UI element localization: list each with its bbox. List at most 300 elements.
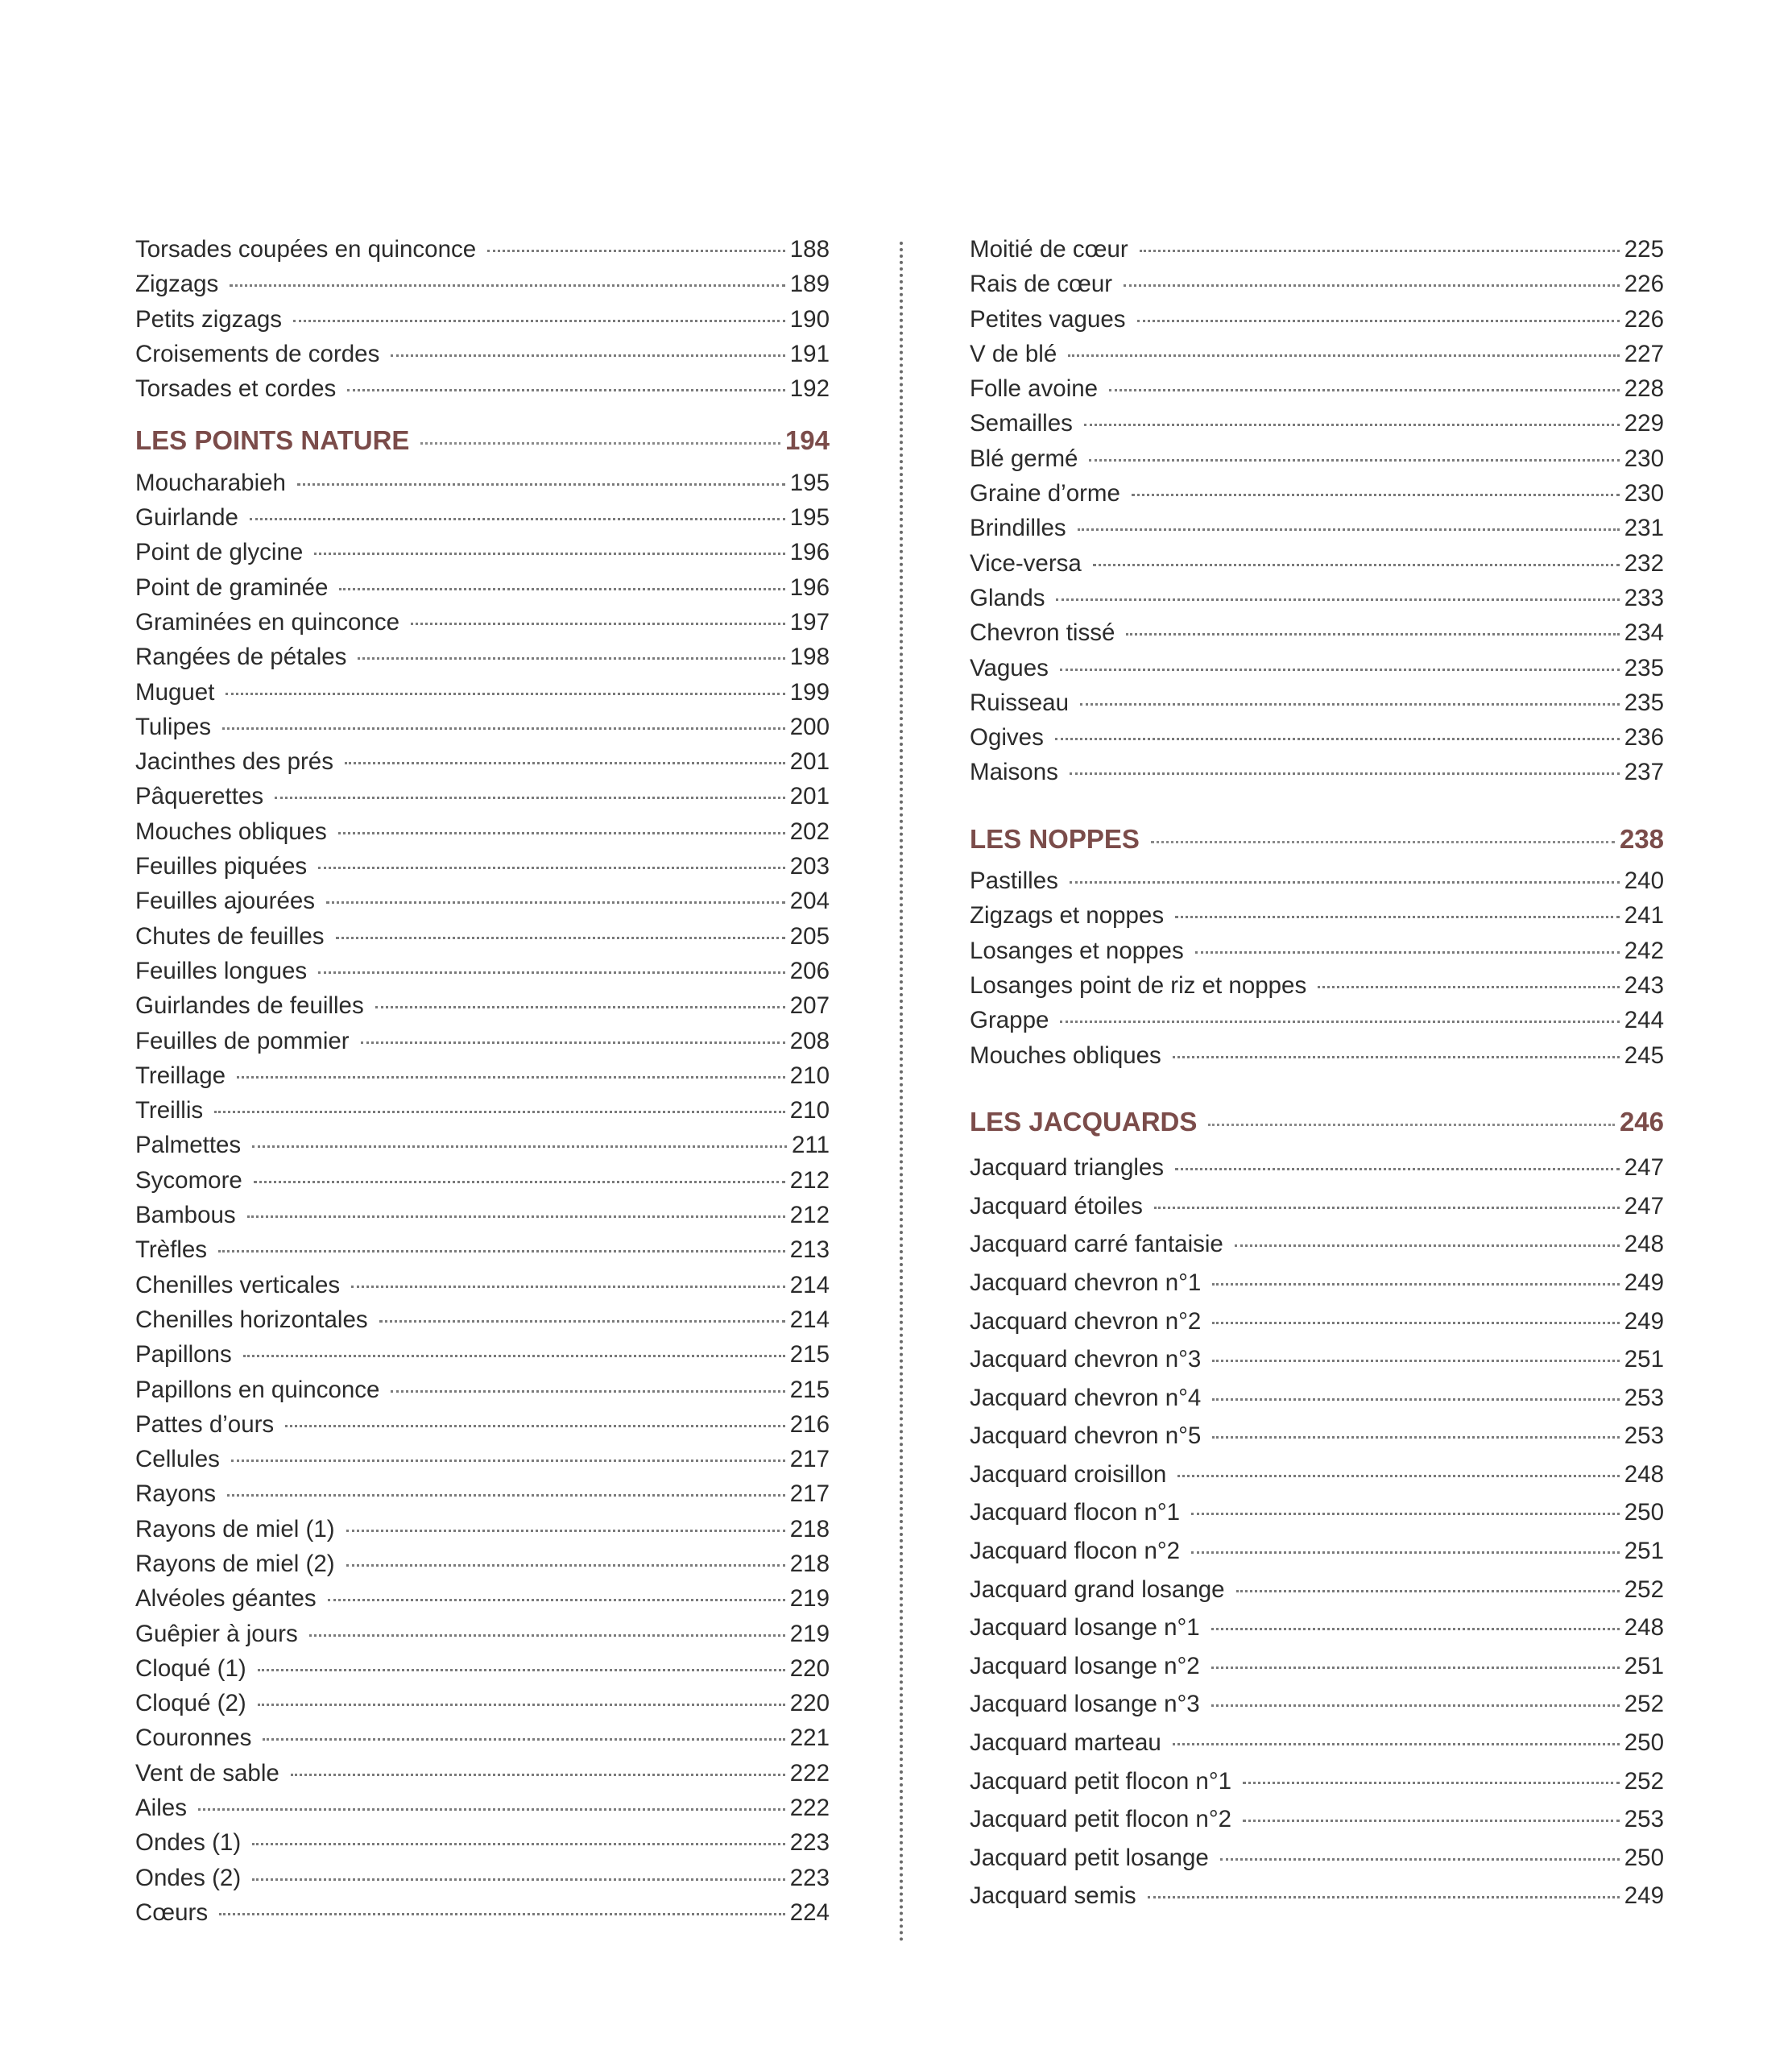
entry-label: Sycomore <box>135 1166 242 1194</box>
dot-leader <box>218 1250 785 1253</box>
dot-leader <box>293 320 785 322</box>
entry-page-number: 218 <box>789 1515 830 1542</box>
entry-page-number: 251 <box>1624 1652 1664 1679</box>
dot-leader <box>1151 841 1615 843</box>
entry-page-number: 214 <box>789 1306 830 1333</box>
entry-page-number: 213 <box>789 1236 830 1264</box>
entry-label: Rangées de pétales <box>135 644 347 671</box>
dot-leader <box>227 1494 785 1497</box>
toc-entry[interactable] <box>970 1877 1664 1915</box>
entry-page-number: 249 <box>1624 1269 1664 1296</box>
toc-entry[interactable] <box>135 1546 830 1581</box>
dot-leader <box>1212 1283 1619 1286</box>
toc-entry[interactable] <box>970 1302 1664 1341</box>
entry-page-number: 234 <box>1624 619 1664 647</box>
entry-label: Ondes (2) <box>135 1864 242 1891</box>
entry-page-number: 248 <box>1624 1231 1664 1258</box>
toc-entry[interactable] <box>970 302 1664 337</box>
dot-leader <box>1175 1168 1620 1170</box>
entry-page-number: 252 <box>1624 1691 1664 1718</box>
entry-page-number: 226 <box>1624 305 1664 333</box>
entry-label: Torsades coupées en quinconce <box>135 236 477 263</box>
toc-entry[interactable] <box>970 1379 1664 1418</box>
entry-label: Palmettes <box>135 1132 242 1159</box>
dot-leader <box>1055 738 1620 740</box>
toc-entry[interactable] <box>970 755 1664 789</box>
dot-leader <box>226 693 784 695</box>
dot-leader <box>411 623 785 625</box>
dot-leader <box>214 1111 785 1113</box>
dot-leader <box>328 1599 785 1601</box>
entry-page-number: 220 <box>789 1654 830 1682</box>
entry-page-number: 219 <box>789 1585 830 1613</box>
toc-entry[interactable] <box>970 1340 1664 1379</box>
toc-entry[interactable] <box>970 371 1664 406</box>
entry-label: Jacquard flocon n°2 <box>970 1538 1181 1565</box>
dot-leader <box>1243 1782 1620 1784</box>
toc-entry[interactable] <box>970 1609 1664 1647</box>
entry-label: Chenilles verticales <box>135 1271 341 1298</box>
entry-page-number: 226 <box>1624 271 1664 298</box>
toc-entry[interactable] <box>970 968 1664 1003</box>
toc-entry[interactable] <box>135 337 830 371</box>
toc-entry[interactable] <box>135 1198 830 1232</box>
entry-page-number: 231 <box>1624 515 1664 542</box>
entry-label: Chevron tissé <box>970 619 1115 647</box>
dot-leader <box>254 1181 785 1183</box>
toc-entry[interactable] <box>970 1532 1664 1571</box>
entry-label: V de blé <box>970 340 1057 367</box>
entry-page-number: 189 <box>789 271 830 298</box>
entry-label: Jacquard flocon n°1 <box>970 1499 1181 1526</box>
entry-page-number: 229 <box>1624 410 1664 437</box>
toc-entry[interactable] <box>135 1128 830 1162</box>
toc-entry[interactable] <box>135 1686 830 1720</box>
toc-entry[interactable] <box>970 615 1664 650</box>
toc-entry[interactable] <box>970 1647 1664 1686</box>
entry-label: Vice-versa <box>970 549 1082 577</box>
entry-page-number: 228 <box>1624 375 1664 403</box>
dot-leader <box>1211 1667 1620 1669</box>
toc-entry[interactable] <box>135 814 830 849</box>
toc-entry[interactable] <box>970 1038 1664 1073</box>
entry-label: Jacquard chevron n°1 <box>970 1269 1202 1296</box>
entry-page-number: 205 <box>789 922 830 950</box>
toc-right-column <box>970 232 1664 1915</box>
toc-entry[interactable] <box>135 1861 830 1895</box>
entry-label: Jacquard petit losange <box>970 1844 1209 1871</box>
dot-leader <box>250 518 785 520</box>
entry-label: Guirlande <box>135 504 238 532</box>
dot-leader <box>1148 1896 1620 1898</box>
toc-entry[interactable] <box>970 1762 1664 1801</box>
entry-label: Rayons <box>135 1480 217 1508</box>
dot-leader <box>1191 1513 1620 1515</box>
toc-entry[interactable] <box>135 1756 830 1791</box>
entry-label: Feuilles longues <box>135 957 308 984</box>
toc-entry[interactable] <box>970 1800 1664 1839</box>
entry-page-number: 225 <box>1624 236 1664 263</box>
dot-leader <box>1212 1398 1619 1401</box>
entry-label: Jacquard carré fantaisie <box>970 1231 1223 1258</box>
section-title: LES NOPPES <box>970 823 1140 854</box>
entry-label: Folle avoine <box>970 375 1099 403</box>
section-heading-points-nature[interactable] <box>135 423 830 458</box>
dot-leader <box>391 1390 784 1393</box>
entry-page-number: 212 <box>789 1166 830 1194</box>
entry-label: Semailles <box>970 410 1073 437</box>
section-title: LES JACQUARDS <box>970 1106 1198 1137</box>
toc-left-column <box>135 232 830 1930</box>
toc-entry[interactable] <box>135 1058 830 1093</box>
toc-entry[interactable] <box>135 570 830 605</box>
toc-entry[interactable] <box>135 675 830 710</box>
entry-label: Rayons de miel (1) <box>135 1515 335 1542</box>
toc-entry[interactable] <box>970 232 1664 267</box>
toc-entry[interactable] <box>970 1839 1664 1878</box>
entry-page-number: 253 <box>1624 1806 1664 1833</box>
toc-entry[interactable] <box>135 884 830 918</box>
entry-page-number: 250 <box>1624 1729 1664 1757</box>
entry-page-number: 249 <box>1624 1882 1664 1910</box>
entry-page-number: 207 <box>789 992 830 1020</box>
dot-leader <box>326 901 785 904</box>
toc-entry[interactable] <box>970 581 1664 615</box>
entry-label: Cœurs <box>135 1898 209 1926</box>
dot-leader <box>231 1460 785 1462</box>
toc-entry[interactable] <box>970 1417 1664 1455</box>
toc-entry[interactable] <box>135 1373 830 1407</box>
entry-label: Brindilles <box>970 515 1066 542</box>
entry-label: Trèfles <box>135 1236 208 1264</box>
entry-page-number: 236 <box>1624 724 1664 752</box>
dot-leader <box>1212 1322 1619 1324</box>
entry-page-number: 199 <box>789 678 830 706</box>
dot-leader <box>1243 1820 1620 1822</box>
entry-page-number: 220 <box>789 1690 830 1717</box>
toc-list-noppes <box>970 863 1664 1073</box>
toc-entry[interactable] <box>135 988 830 1023</box>
dot-leader <box>1093 564 1620 566</box>
dot-leader <box>1068 354 1620 357</box>
entry-label: Graminées en quinconce <box>135 608 399 636</box>
dot-leader <box>237 1076 785 1079</box>
toc-entry[interactable] <box>135 1093 830 1128</box>
dot-leader <box>263 1738 784 1741</box>
entry-label: Blé germé <box>970 445 1078 472</box>
entry-page-number: 216 <box>789 1410 830 1438</box>
toc-entry[interactable] <box>970 1187 1664 1226</box>
entry-label: Jacquard étoiles <box>970 1192 1143 1219</box>
dot-leader <box>1173 1743 1620 1745</box>
toc-entry[interactable] <box>135 744 830 779</box>
toc-entry[interactable] <box>135 849 830 884</box>
dot-leader <box>1070 881 1620 884</box>
entry-page-number: 206 <box>789 957 830 984</box>
toc-entry[interactable] <box>135 500 830 535</box>
entry-page-number: 232 <box>1624 549 1664 577</box>
dot-leader <box>285 1425 785 1427</box>
entry-label: Zigzags <box>135 271 219 298</box>
toc-entry[interactable] <box>970 863 1664 898</box>
entry-label: Papillons en quinconce <box>135 1376 380 1403</box>
entry-label: Treillis <box>135 1097 204 1124</box>
toc-entry[interactable] <box>970 1264 1664 1302</box>
toc-entry[interactable] <box>135 1337 830 1372</box>
toc-list-jacquards <box>970 1149 1664 1915</box>
entry-label: Mouches obliques <box>135 818 327 845</box>
toc-list-right-top <box>970 232 1664 790</box>
entry-page-number: 204 <box>789 888 830 915</box>
dot-leader <box>1124 284 1620 287</box>
entry-page-number: 210 <box>789 1097 830 1124</box>
entry-label: Guirlandes de feuilles <box>135 992 364 1020</box>
toc-entry[interactable] <box>135 371 830 406</box>
entry-label: Cloqué (1) <box>135 1654 246 1682</box>
toc-entry[interactable] <box>970 1685 1664 1724</box>
entry-page-number: 248 <box>1624 1614 1664 1642</box>
entry-label: Jacquard chevron n°2 <box>970 1307 1202 1335</box>
dot-leader <box>1177 1475 1619 1477</box>
entry-page-number: 201 <box>789 783 830 810</box>
dot-leader <box>1070 772 1620 775</box>
entry-page-number: 222 <box>789 1795 830 1822</box>
toc-entry[interactable] <box>135 1232 830 1267</box>
entry-page-number: 195 <box>789 504 830 532</box>
entry-page-number: 250 <box>1624 1844 1664 1871</box>
toc-entry[interactable] <box>135 302 830 337</box>
dot-leader <box>198 1808 785 1811</box>
toc-entry[interactable] <box>135 919 830 954</box>
entry-page-number: 247 <box>1624 1192 1664 1219</box>
toc-entry[interactable] <box>970 406 1664 441</box>
toc-entry[interactable] <box>135 267 830 301</box>
toc-entry[interactable] <box>970 898 1664 933</box>
entry-label: Ondes (1) <box>135 1829 242 1857</box>
entry-page-number: 198 <box>789 644 830 671</box>
toc-entry[interactable] <box>135 605 830 640</box>
toc-entry[interactable] <box>135 1442 830 1476</box>
section-heading-noppes[interactable] <box>970 822 1664 856</box>
dot-leader <box>219 1913 785 1915</box>
entry-label: Point de graminée <box>135 573 329 601</box>
entry-page-number: 251 <box>1624 1538 1664 1565</box>
section-heading-jacquards[interactable] <box>970 1104 1664 1139</box>
toc-entry[interactable] <box>970 337 1664 371</box>
entry-page-number: 212 <box>789 1202 830 1229</box>
entry-label: Petites vagues <box>970 305 1126 333</box>
entry-label: Feuilles piquées <box>135 853 308 880</box>
dot-leader <box>1175 916 1620 918</box>
toc-entry[interactable] <box>970 651 1664 685</box>
toc-entry[interactable] <box>970 1493 1664 1532</box>
dot-leader <box>336 937 785 939</box>
entry-label: Zigzags et noppes <box>970 902 1165 930</box>
entry-page-number: 197 <box>789 608 830 636</box>
toc-entry[interactable] <box>970 720 1664 755</box>
entry-page-number: 252 <box>1624 1767 1664 1795</box>
toc-list-left-top <box>135 232 830 406</box>
dot-leader <box>1056 598 1619 601</box>
toc-entry[interactable] <box>135 640 830 674</box>
entry-page-number: 237 <box>1624 759 1664 786</box>
entry-label: Jacquard marteau <box>970 1729 1161 1757</box>
toc-entry[interactable] <box>970 1149 1664 1187</box>
toc-entry[interactable] <box>970 476 1664 511</box>
entry-label: Chenilles horizontales <box>135 1306 368 1333</box>
entry-label: Cellules <box>135 1446 220 1473</box>
toc-entry[interactable] <box>970 1455 1664 1494</box>
dot-leader <box>347 389 785 391</box>
dot-leader <box>358 657 784 660</box>
dot-leader <box>391 354 784 357</box>
entry-page-number: 214 <box>789 1271 830 1298</box>
toc-entry[interactable] <box>970 546 1664 581</box>
dot-leader <box>1173 1056 1620 1058</box>
toc-entry[interactable] <box>970 441 1664 476</box>
entry-page-number: 253 <box>1624 1422 1664 1450</box>
entry-label: Guêpier à jours <box>135 1620 298 1647</box>
toc-entry[interactable] <box>135 779 830 814</box>
entry-page-number: 244 <box>1624 1007 1664 1034</box>
toc-entry[interactable] <box>135 1895 830 1930</box>
entry-page-number: 253 <box>1624 1384 1664 1411</box>
toc-entry[interactable] <box>135 1581 830 1616</box>
entry-page-number: 252 <box>1624 1575 1664 1603</box>
entry-page-number: 221 <box>789 1725 830 1752</box>
entry-label: Pastilles <box>970 867 1058 895</box>
dot-leader <box>252 1145 787 1148</box>
toc-entry[interactable] <box>970 1724 1664 1762</box>
toc-entry[interactable] <box>135 232 830 267</box>
dot-leader <box>420 442 780 445</box>
entry-page-number: 219 <box>789 1620 830 1647</box>
dot-leader <box>1318 986 1620 988</box>
entry-page-number: 230 <box>1624 480 1664 507</box>
entry-label: Losanges point de riz et noppes <box>970 971 1307 999</box>
toc-entry[interactable] <box>135 1825 830 1860</box>
toc-entry[interactable] <box>135 1617 830 1651</box>
entry-label: Jacquard petit flocon n°2 <box>970 1806 1232 1833</box>
toc-entry[interactable] <box>970 934 1664 968</box>
toc-entry[interactable] <box>135 1268 830 1302</box>
toc-entry[interactable] <box>135 1163 830 1198</box>
dot-leader <box>1126 633 1619 636</box>
entry-page-number: 196 <box>789 539 830 566</box>
entry-label: Point de glycine <box>135 539 304 566</box>
dot-leader <box>1236 1590 1620 1592</box>
entry-label: Vent de sable <box>135 1759 279 1787</box>
dot-leader <box>1211 1704 1620 1707</box>
dot-leader <box>247 1215 785 1218</box>
toc-entry[interactable] <box>970 511 1664 545</box>
dot-leader <box>318 971 785 974</box>
entry-label: Petits zigzags <box>135 305 282 333</box>
entry-page-number: 195 <box>789 469 830 496</box>
entry-label: Feuilles ajourées <box>135 888 316 915</box>
dot-leader <box>275 797 785 799</box>
entry-page-number: 223 <box>789 1864 830 1891</box>
column-divider <box>900 242 903 1943</box>
entry-label: Ailes <box>135 1795 187 1822</box>
dot-leader <box>1208 1124 1615 1126</box>
dot-leader <box>1220 1858 1620 1861</box>
toc-entry[interactable] <box>135 1407 830 1442</box>
entry-page-number: 233 <box>1624 584 1664 611</box>
toc-entry[interactable] <box>135 954 830 988</box>
entry-page-number: 192 <box>789 375 830 403</box>
entry-label: Jacquard semis <box>970 1882 1136 1910</box>
entry-page-number: 250 <box>1624 1499 1664 1526</box>
entry-page-number: 245 <box>1624 1041 1664 1069</box>
entry-page-number: 249 <box>1624 1307 1664 1335</box>
entry-page-number: 227 <box>1624 340 1664 367</box>
toc-entry[interactable] <box>135 1791 830 1825</box>
dot-leader <box>1080 703 1620 706</box>
entry-page-number: 218 <box>789 1550 830 1577</box>
toc-entry[interactable] <box>970 685 1664 720</box>
entry-label: Torsades et cordes <box>135 375 337 403</box>
toc-entry[interactable] <box>970 1003 1664 1037</box>
toc-entry[interactable] <box>970 267 1664 301</box>
toc-entry[interactable] <box>135 1302 830 1337</box>
toc-entry[interactable] <box>135 1720 830 1755</box>
dot-leader <box>1137 320 1620 322</box>
entry-label: Maisons <box>970 759 1058 786</box>
entry-label: Jacquard triangles <box>970 1154 1165 1182</box>
toc-entry[interactable] <box>135 1512 830 1546</box>
toc-entry[interactable] <box>135 1651 830 1686</box>
toc-entry[interactable] <box>135 535 830 569</box>
toc-entry[interactable] <box>970 1571 1664 1609</box>
entry-label: Muguet <box>135 678 215 706</box>
entry-page-number: 235 <box>1624 654 1664 681</box>
dot-leader <box>318 867 785 869</box>
entry-page-number: 240 <box>1624 867 1664 895</box>
dot-leader <box>222 727 785 730</box>
toc-entry[interactable] <box>135 1024 830 1058</box>
dot-leader <box>309 1634 785 1637</box>
dot-leader <box>346 1530 785 1532</box>
entry-label: Jacquard losange n°1 <box>970 1614 1200 1642</box>
entry-page-number: 242 <box>1624 937 1664 964</box>
dot-leader <box>1084 424 1620 426</box>
entry-page-number: 243 <box>1624 971 1664 999</box>
entry-page-number: 203 <box>789 853 830 880</box>
entry-page-number: 224 <box>789 1898 830 1926</box>
dot-leader <box>1109 389 1620 391</box>
section-page: 194 <box>784 425 830 456</box>
entry-label: Losanges et noppes <box>970 937 1184 964</box>
dot-leader <box>291 1774 785 1776</box>
toc-entry[interactable] <box>135 466 830 500</box>
toc-list-points-nature <box>135 466 830 1930</box>
entry-label: Chutes de feuilles <box>135 922 325 950</box>
toc-entry[interactable] <box>970 1225 1664 1264</box>
entry-page-number: 247 <box>1624 1154 1664 1182</box>
entry-label: Jacquard grand losange <box>970 1575 1225 1603</box>
dot-leader <box>1235 1244 1620 1247</box>
toc-entry[interactable] <box>135 1476 830 1511</box>
entry-label: Pâquerettes <box>135 783 264 810</box>
dot-leader <box>252 1878 785 1881</box>
dot-leader <box>1191 1551 1620 1554</box>
dot-leader <box>1154 1207 1620 1209</box>
dot-leader <box>339 588 784 590</box>
dot-leader <box>243 1355 785 1357</box>
toc-entry[interactable] <box>135 710 830 744</box>
entry-label: Moitié de cœur <box>970 236 1128 263</box>
